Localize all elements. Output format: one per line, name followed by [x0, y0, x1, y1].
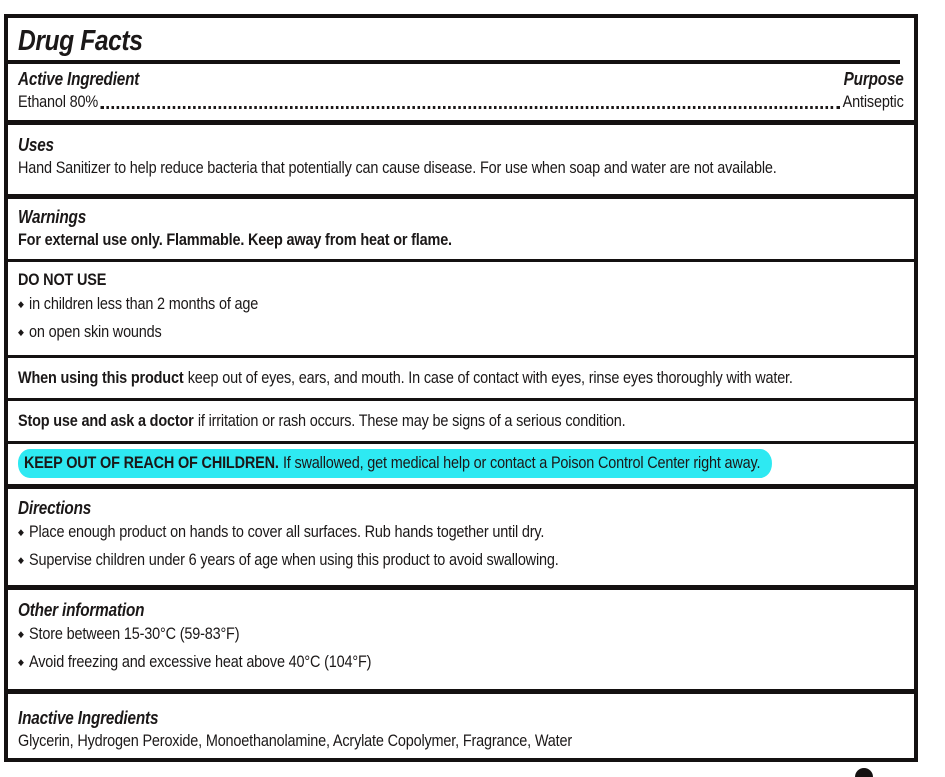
other-information-heading: Other information	[18, 600, 145, 620]
warnings-section	[8, 199, 914, 259]
keep-out-of-reach-section	[8, 444, 914, 484]
stop-use-lead: Stop use and ask a doctor	[18, 411, 194, 430]
bottom-dome-shape	[855, 768, 873, 777]
do-not-use-item	[18, 319, 904, 347]
other-information-item	[18, 621, 904, 649]
other-information-section	[8, 590, 914, 689]
do-not-use-item	[18, 291, 904, 319]
drug-facts-panel	[4, 14, 918, 762]
keep-out-highlight	[18, 449, 772, 478]
uses-section	[8, 125, 914, 194]
when-using-text: keep out of eyes, ears, and mouth. In case of contact with eyes, rinse eyes thoroughly with water.	[187, 368, 793, 387]
other-information-item	[18, 649, 904, 677]
directions-item-text: Place enough product on hands to cover all surfaces. Rub hands together until dry.	[29, 522, 545, 541]
title-section	[8, 18, 914, 60]
purpose-heading: Purpose	[843, 69, 904, 89]
do-not-use-section	[8, 262, 914, 355]
bullet-icon: ◆	[18, 299, 24, 309]
when-using-section	[8, 358, 914, 398]
ingredient-name: Ethanol 80%	[18, 92, 99, 111]
dotted-leader	[101, 106, 841, 109]
active-ingredient-heading: Active Ingredient	[18, 69, 140, 89]
inactive-ingredients-heading: Inactive Ingredients	[18, 708, 159, 728]
page-title: Drug Facts	[18, 25, 143, 57]
do-not-use-item-text: in children less than 2 months of age	[29, 294, 259, 313]
active-ingredient-section	[8, 64, 914, 120]
inactive-ingredients-text: Glycerin, Hydrogen Peroxide, Monoethanolamine, Acrylate Copolymer, Fragrance, Water	[18, 731, 572, 750]
inactive-ingredients-section	[8, 694, 914, 758]
uses-text: Hand Sanitizer to help reduce bacteria that potentially can cause disease. For use when soap and water are not available.	[18, 158, 777, 177]
bullet-icon: ◆	[18, 657, 24, 667]
bullet-icon: ◆	[18, 327, 24, 337]
stop-use-section	[8, 401, 914, 441]
stop-use-text: if irritation or rash occurs. These may be signs of a serious condition.	[197, 411, 626, 430]
directions-item	[18, 519, 904, 547]
keep-out-text: If swallowed, get medical help or contact a Poison Control Center right away.	[282, 453, 761, 472]
ingredient-purpose: Antiseptic	[842, 92, 904, 111]
other-information-item-text: Avoid freezing and excessive heat above 40°C (104°F)	[29, 652, 372, 671]
flammable-warning-text: For external use only. Flammable. Keep away from heat or flame.	[18, 230, 452, 249]
other-information-item-text: Store between 15-30°C (59-83°F)	[29, 624, 240, 643]
when-using-lead: When using this product	[18, 368, 184, 387]
bullet-icon: ◆	[18, 555, 24, 565]
directions-item-text: Supervise children under 6 years of age when using this product to avoid swallowing.	[29, 550, 559, 569]
directions-section	[8, 489, 914, 585]
directions-heading: Directions	[18, 498, 92, 518]
bullet-icon: ◆	[18, 629, 24, 639]
bullet-icon: ◆	[18, 527, 24, 537]
uses-heading: Uses	[18, 135, 54, 155]
directions-item	[18, 547, 904, 575]
do-not-use-item-text: on open skin wounds	[29, 322, 162, 341]
do-not-use-heading: DO NOT USE	[18, 270, 107, 289]
keep-out-lead: KEEP OUT OF REACH OF CHILDREN.	[23, 453, 279, 472]
warnings-heading: Warnings	[18, 207, 87, 227]
